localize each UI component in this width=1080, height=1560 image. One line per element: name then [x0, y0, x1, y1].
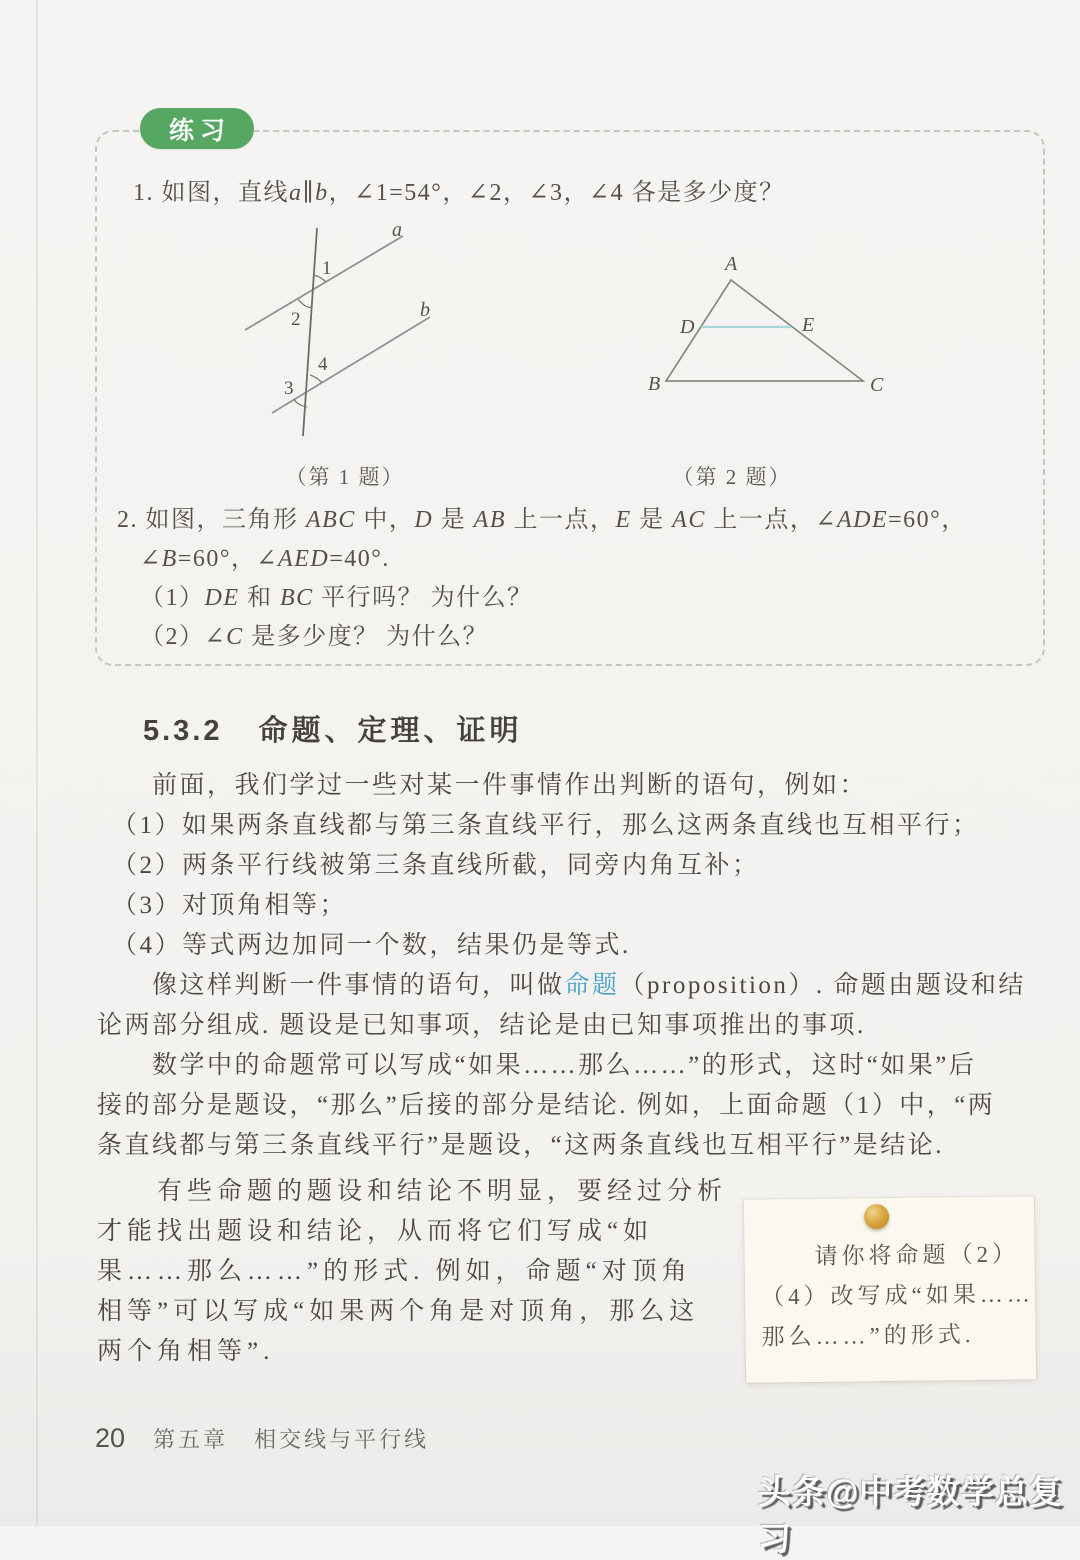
- chapter-title: 相交线与平行线: [254, 1427, 430, 1452]
- point-e-label: E: [802, 314, 815, 336]
- watermark: 头条@中考数学总复习: [758, 1473, 1064, 1557]
- triangle-abc: [666, 280, 863, 381]
- figure-2-caption: （第 2 题）: [672, 465, 792, 489]
- figure-parallel-lines: [200, 218, 530, 458]
- angle-4-arc: [310, 375, 322, 383]
- line-b: [272, 317, 430, 413]
- pinned-note-text: 请你将命题（2） （4）改写成“如果…… 那么……”的形式.: [760, 1241, 1034, 1350]
- page-footer: [95, 1423, 429, 1454]
- chapter-number: 第五章: [153, 1427, 229, 1452]
- pin-icon: [864, 1204, 889, 1229]
- vertex-a-label: A: [725, 253, 738, 275]
- angle-4-label: 4: [318, 354, 328, 375]
- vertex-c-label: C: [870, 374, 884, 396]
- figure-triangle-abc: [620, 252, 950, 402]
- angle-2-label: 2: [291, 309, 301, 330]
- pinned-note: [744, 1196, 1036, 1383]
- practice-badge: 练习: [140, 108, 254, 149]
- angle-3-label: 3: [284, 378, 294, 399]
- page-binding-edge: [36, 0, 38, 1526]
- angle-2-arc: [298, 299, 312, 307]
- vertex-b-label: B: [648, 373, 661, 395]
- page-number: 20: [95, 1423, 126, 1453]
- body-paragraphs: 前面，我们学过一些对某一件事情作出判断的语句，例如： （1）如果两条直线都与第三条直线平行，那么这两条直线也互相平行； （2）两条平行线被第三条直线所截，同旁内角互补； （3）对顶角相等； （4）等式两边加同一个数，结果仍是等式. 像这样判断一件事情的语句，叫做命题（proposition）. 命题由题设和结 论两部分组成. 题设是已知事项，结论是由已知事项推出的事项. 数学中的命题常可以写成“如果……那么……”的形式，这时“如果”后 接的部分是题设，“那么”后接的部分是结论. 例如，上面命题（1）中，“两 条直线都与第三条直线平行”是题设，“这两条直线也互相平行”是结论.: [97, 772, 1026, 1159]
- figure-1-caption: （第 1 题）: [285, 465, 405, 489]
- exercise-2-text: 2. 如图，三角形 ABC 中，D 是 AB 上一点，E 是 AC 上一点，∠ADE=60°， ∠B=60°，∠AED=40°. （1）DE 和 BC 平行吗？ 为什么？ （2）∠C 是多少度？ 为什么？: [117, 507, 967, 650]
- section-title: 命题、定理、证明: [258, 715, 523, 747]
- body-paragraph-4: 有些命题的题设和结论不明显，要经过分析 才能找出题设和结论，从而将它们写成“如 果……那么……”的形式. 例如，命题“对顶角 相等”可以写成“如果两个角是对顶角，那么这 两个角相等”.: [97, 1178, 728, 1365]
- transversal-line: [303, 228, 317, 436]
- section-number: 5.3.2: [143, 715, 223, 747]
- exercise-1-text: 1. 如图，直线a∥b，∠1=54°，∠2，∠3，∠4 各是多少度？: [133, 180, 785, 206]
- section-heading: [143, 708, 523, 749]
- line-b-label: b: [420, 299, 430, 321]
- line-a-label: a: [392, 219, 402, 241]
- point-d-label: D: [680, 316, 695, 338]
- line-a: [245, 236, 403, 330]
- angle-1-label: 1: [322, 258, 332, 279]
